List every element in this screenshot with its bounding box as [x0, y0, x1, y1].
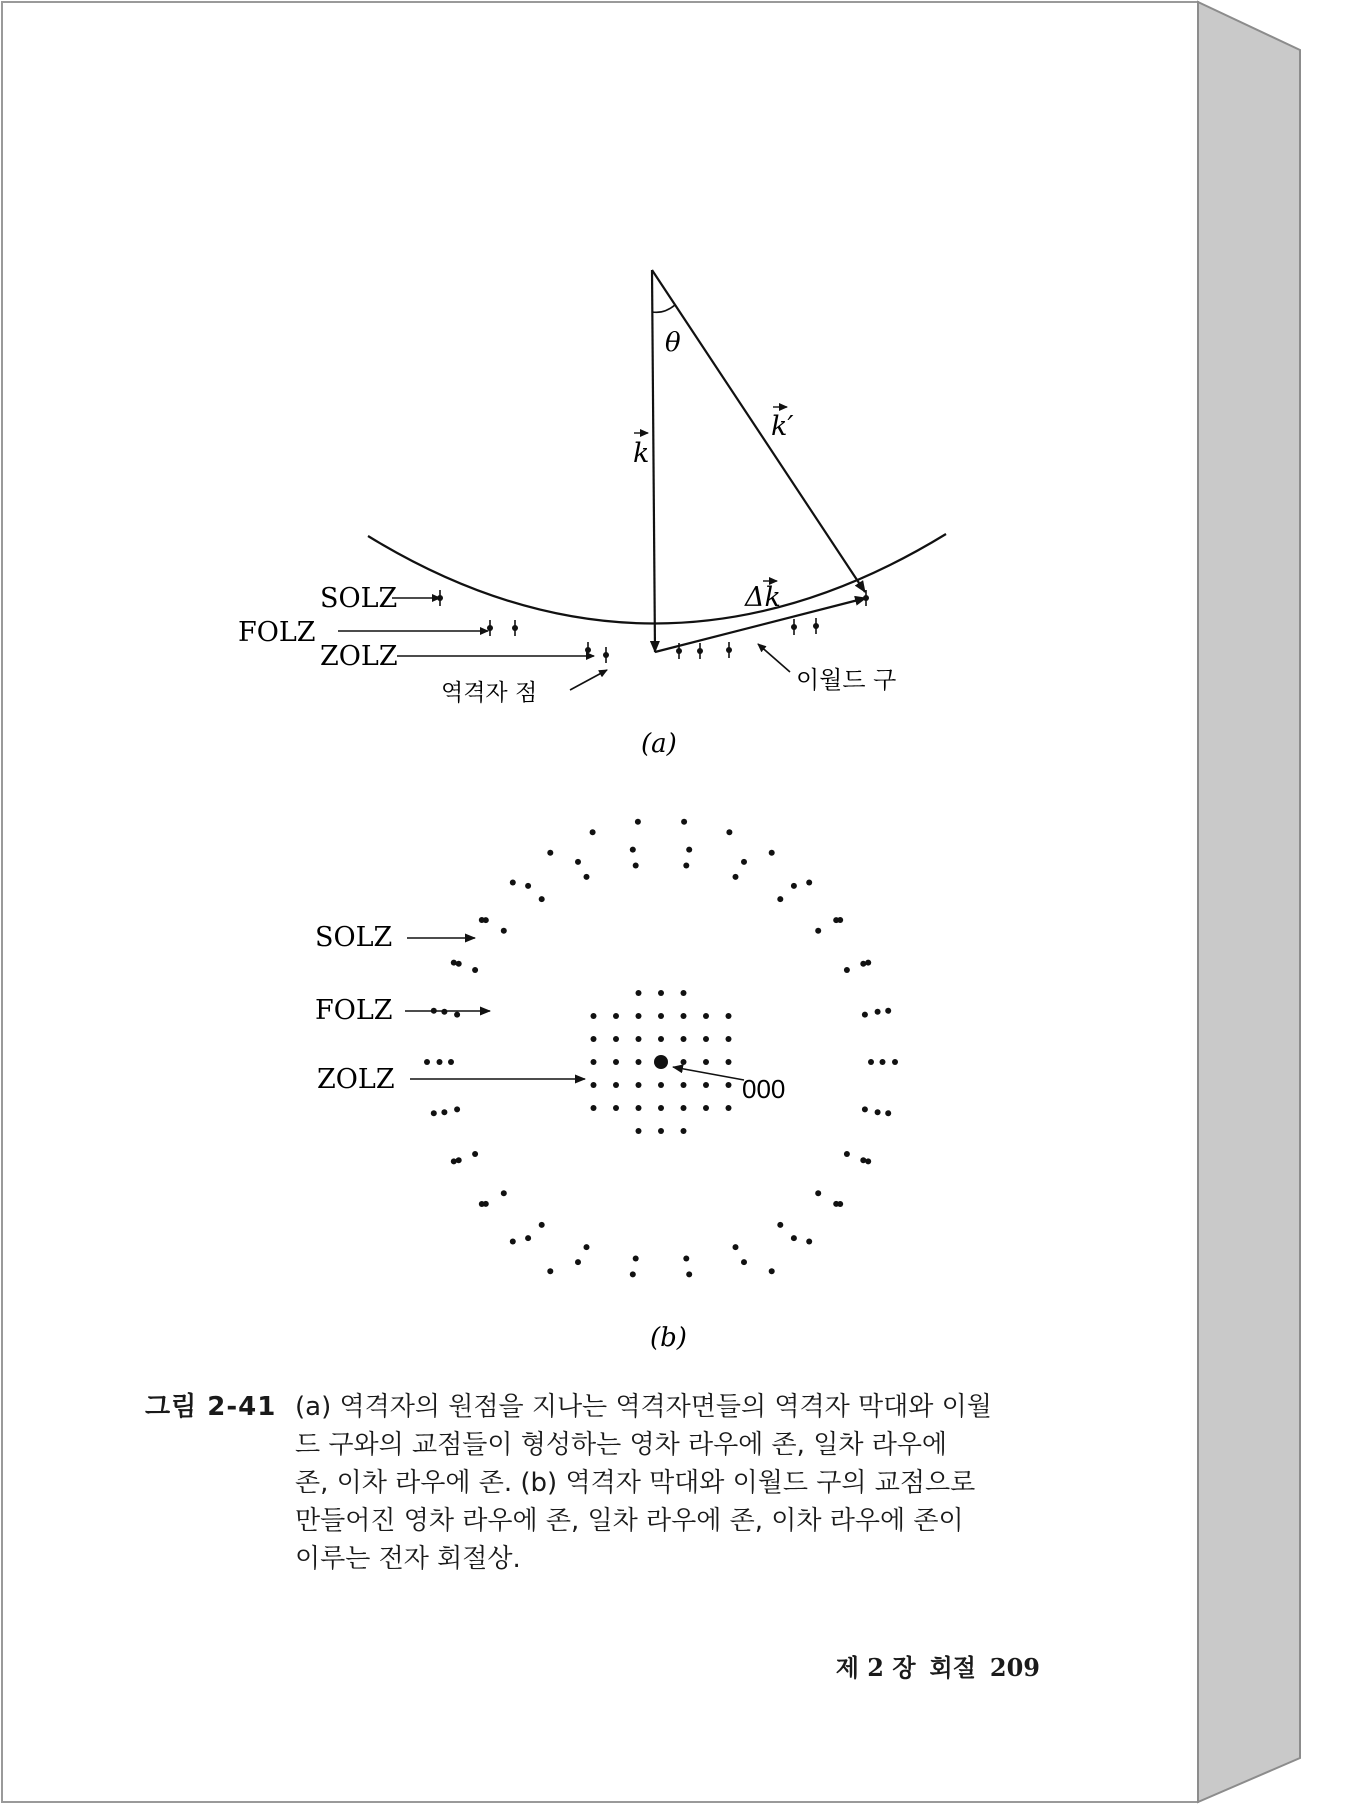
- diffraction-spot: [681, 1128, 687, 1134]
- diffraction-spot: [885, 1008, 891, 1014]
- diffraction-spot: [844, 967, 850, 973]
- diffraction-spot: [681, 1059, 687, 1065]
- diffraction-spot: [658, 1105, 664, 1111]
- caption-line: 만들어진 영차 라우에 존, 일차 라우에 존, 이차 라우에 존이: [295, 1506, 964, 1536]
- diffraction-spot: [658, 1128, 664, 1134]
- lattice-point: [697, 648, 703, 654]
- diffraction-spot: [472, 1151, 478, 1157]
- diffraction-spot: [437, 1059, 443, 1065]
- figure-a: [0, 0, 1200, 780]
- diffraction-spot: [575, 859, 581, 865]
- diffraction-spot: [635, 819, 641, 825]
- diffraction-spot: [875, 1009, 881, 1015]
- diffraction-spot: [885, 1110, 891, 1116]
- diffraction-spot: [681, 1013, 687, 1019]
- diffraction-spot: [726, 1013, 732, 1019]
- diffraction-spot: [777, 896, 783, 902]
- diffraction-spot: [525, 1235, 531, 1241]
- diffraction-spot: [741, 859, 747, 865]
- diffraction-spot: [726, 1082, 732, 1088]
- diffraction-spot: [733, 874, 739, 880]
- diffraction-spot: [703, 1013, 709, 1019]
- diffraction-spot: [703, 1059, 709, 1065]
- diffraction-spots: [424, 819, 898, 1278]
- caption-label: 그림 2-41: [145, 1392, 277, 1422]
- diffraction-spot: [726, 1036, 732, 1042]
- lattice-point: [487, 625, 493, 631]
- k-prime-vector: [652, 270, 865, 592]
- lattice-point: [585, 647, 591, 653]
- caption-text: [295, 1388, 1035, 1578]
- caption-line: 드 구와의 교점들이 형성하는 영차 라우에 존, 일차 라우에: [295, 1430, 948, 1460]
- diffraction-spot: [456, 1157, 462, 1163]
- diffraction-spot: [454, 1106, 460, 1112]
- diffraction-spot: [636, 1105, 642, 1111]
- diffraction-spot: [510, 1239, 516, 1245]
- caption-line: 이루는 전자 회절상.: [295, 1544, 521, 1574]
- diffraction-spot: [636, 1059, 642, 1065]
- folz-label: FOLZ: [238, 617, 316, 648]
- diffraction-spot: [806, 880, 812, 886]
- lattice-point: [512, 625, 518, 631]
- diffraction-spot: [875, 1109, 881, 1115]
- diffraction-spot: [681, 819, 687, 825]
- diffraction-spot: [441, 1109, 447, 1115]
- lattice-point: [726, 647, 732, 653]
- footer-chapter: 제 2 장: [835, 1653, 916, 1682]
- diffraction-spot: [726, 1105, 732, 1111]
- zolz-label-b: ZOLZ: [317, 1064, 395, 1095]
- diffraction-spot: [454, 1012, 460, 1018]
- diffraction-spot: [547, 1268, 553, 1274]
- diffraction-spot: [456, 961, 462, 967]
- diffraction-spot: [591, 1013, 597, 1019]
- diffraction-spot: [636, 1013, 642, 1019]
- diffraction-spot: [613, 1036, 619, 1042]
- k-label: k: [633, 438, 650, 469]
- solz-label: SOLZ: [320, 583, 398, 614]
- footer-title: 회절: [929, 1653, 976, 1682]
- delta-k-label: Δk: [745, 582, 781, 613]
- diffraction-spot: [472, 967, 478, 973]
- k-prime-label: k′: [771, 411, 794, 442]
- lattice-point: [863, 595, 869, 601]
- diffraction-spot: [547, 850, 553, 856]
- diffraction-spot: [575, 1259, 581, 1265]
- lattice-point: [676, 648, 682, 654]
- diffraction-spot: [880, 1059, 886, 1065]
- theta-arc: [652, 305, 675, 312]
- diffraction-spot: [741, 1259, 747, 1265]
- diffraction-spot: [862, 1106, 868, 1112]
- diffraction-spot: [733, 1244, 739, 1250]
- diffraction-spot: [591, 1059, 597, 1065]
- diffraction-spot: [815, 928, 821, 934]
- diffraction-spot: [591, 1082, 597, 1088]
- diffraction-spot: [501, 1190, 507, 1196]
- diffraction-spot: [613, 1105, 619, 1111]
- diffraction-spot: [837, 917, 843, 923]
- diffraction-spot: [815, 1190, 821, 1196]
- diffraction-spot: [686, 1271, 692, 1277]
- diffraction-spot: [658, 1082, 664, 1088]
- caption-line: (a) 역격자의 원점을 지나는 역격자면들의 역격자 막대와 이월: [295, 1392, 992, 1422]
- diffraction-spot: [681, 1036, 687, 1042]
- diffraction-spot: [633, 1256, 639, 1262]
- figure-b: [0, 780, 1200, 1340]
- ewald-sphere-arc: [368, 534, 946, 624]
- diffraction-spot: [844, 1151, 850, 1157]
- diffraction-spot: [703, 1082, 709, 1088]
- diffraction-spot: [892, 1059, 898, 1065]
- diffraction-spot: [539, 1222, 545, 1228]
- diffraction-spot: [837, 1201, 843, 1207]
- folz-label-b: FOLZ: [315, 995, 393, 1026]
- diffraction-spot: [591, 1036, 597, 1042]
- diffraction-spot: [636, 1036, 642, 1042]
- diffraction-spot: [613, 1013, 619, 1019]
- ewald-sphere-label: 이월드 구: [796, 666, 897, 694]
- diffraction-spot: [424, 1059, 430, 1065]
- diffraction-spot: [636, 990, 642, 996]
- reciprocal-point-label: 역격자 점: [441, 680, 538, 706]
- reciprocal-point-arrow: [570, 670, 607, 690]
- diffraction-spot: [479, 917, 485, 923]
- diffraction-spot: [633, 863, 639, 869]
- diffraction-spot: [658, 990, 664, 996]
- caption-line: 존, 이차 라우에 존. (b) 역격자 막대와 이월드 구의 교점으로: [295, 1468, 976, 1498]
- diffraction-spot: [868, 1059, 874, 1065]
- lattice-point: [813, 623, 819, 629]
- zolz-label: ZOLZ: [320, 641, 398, 672]
- diffraction-spot: [683, 863, 689, 869]
- diffraction-spot: [590, 829, 596, 835]
- page-footer: [822, 1648, 1040, 1683]
- ewald-sphere-arrow: [758, 644, 790, 672]
- solz-label-b: SOLZ: [315, 922, 393, 953]
- diffraction-spot: [769, 850, 775, 856]
- page-number: 209: [989, 1653, 1040, 1682]
- diffraction-spot: [681, 1082, 687, 1088]
- diffraction-spot: [726, 829, 732, 835]
- panel-b-label: (b): [650, 1323, 687, 1353]
- diffraction-spot: [777, 1222, 783, 1228]
- diffraction-spot: [681, 990, 687, 996]
- diffraction-spot: [501, 928, 507, 934]
- diffraction-spot: [703, 1036, 709, 1042]
- diffraction-spot: [584, 874, 590, 880]
- diffraction-spot: [681, 1105, 687, 1111]
- diffraction-spot: [658, 1013, 664, 1019]
- diffraction-spot: [613, 1059, 619, 1065]
- diffraction-spot: [584, 1244, 590, 1250]
- diffraction-spot: [630, 1271, 636, 1277]
- diffraction-spot: [806, 1239, 812, 1245]
- diffraction-spot: [510, 880, 516, 886]
- diffraction-spot: [683, 1256, 689, 1262]
- diffraction-spot: [636, 1082, 642, 1088]
- diffraction-spot: [630, 847, 636, 853]
- diffraction-spot: [860, 1157, 866, 1163]
- diffraction-spot: [539, 896, 545, 902]
- k-vector: [652, 270, 655, 652]
- diffraction-spot: [636, 1128, 642, 1134]
- diffraction-spot: [860, 961, 866, 967]
- diffraction-spot: [862, 1012, 868, 1018]
- diffraction-spot: [431, 1110, 437, 1116]
- diffraction-spot: [525, 883, 531, 889]
- diffraction-spot: [613, 1082, 619, 1088]
- diffraction-spot: [703, 1105, 709, 1111]
- diffraction-spot: [479, 1201, 485, 1207]
- diffraction-spot: [591, 1105, 597, 1111]
- theta-label: θ: [665, 328, 681, 358]
- diffraction-spot: [658, 1036, 664, 1042]
- lattice-point: [603, 652, 609, 658]
- origin-arrow: [673, 1067, 744, 1080]
- diffraction-spot: [769, 1268, 775, 1274]
- lattice-point: [791, 624, 797, 630]
- diffraction-spot: [791, 883, 797, 889]
- diffraction-spot: [726, 1059, 732, 1065]
- origin-spot: [654, 1055, 668, 1069]
- diffraction-spot: [448, 1059, 454, 1065]
- origin-label: 000: [742, 1074, 786, 1104]
- panel-a-label: (a): [641, 729, 677, 759]
- diffraction-spot: [791, 1235, 797, 1241]
- diffraction-spot: [686, 847, 692, 853]
